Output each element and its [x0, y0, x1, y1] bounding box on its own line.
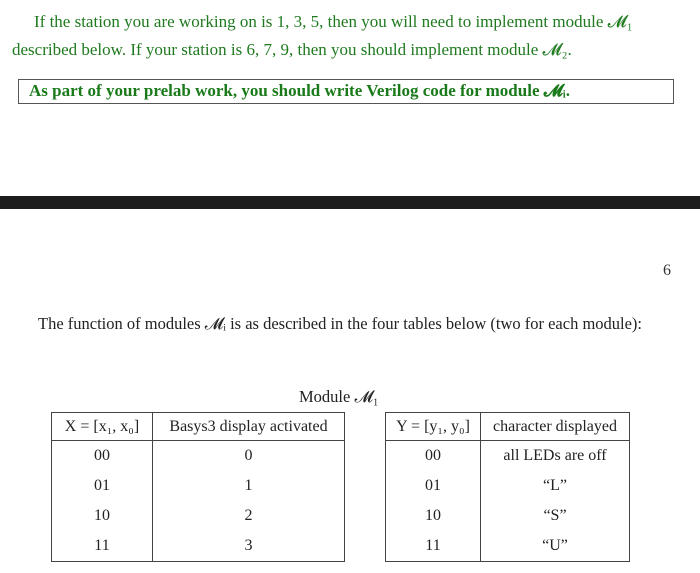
cell-display: 1 — [153, 471, 345, 501]
page-separator-bar — [0, 196, 700, 209]
table-row — [386, 471, 630, 501]
paragraph-line-1: If the station you are working on is 1, 3, 5, then you will need to implement module 𝓜₁ — [34, 12, 633, 31]
intro-paragraph — [12, 8, 692, 64]
cell-display: 0 — [153, 441, 345, 472]
table-header-row — [52, 413, 345, 441]
cell-character: “U” — [481, 531, 630, 562]
input-display-table — [51, 412, 345, 562]
table-row — [52, 471, 345, 501]
table-row — [52, 501, 345, 531]
table-row — [386, 531, 630, 562]
cell-character: “L” — [481, 471, 630, 501]
character-display-table — [385, 412, 630, 562]
table-row — [386, 501, 630, 531]
tables-intro-text: The function of modules 𝓜ᵢ is as described in the four tables below (two for each module): — [38, 314, 643, 333]
table-caption: Module 𝓜₁ — [299, 387, 379, 406]
header-x: X = [x₁, x₀] — [52, 413, 153, 441]
header-y: Y = [y₁, y₀] — [386, 413, 481, 441]
cell-character: all LEDs are off — [481, 441, 630, 472]
cell-y: 01 — [386, 471, 481, 501]
cell-x: 10 — [52, 501, 153, 531]
cell-y: 11 — [386, 531, 481, 562]
table-header-row — [386, 413, 630, 441]
table-row — [386, 441, 630, 472]
table-row — [52, 531, 345, 562]
cell-x: 00 — [52, 441, 153, 472]
cell-y: 00 — [386, 441, 481, 472]
cell-x: 11 — [52, 531, 153, 562]
header-display-activated: Basys3 display activated — [153, 413, 345, 441]
paragraph-line-2: described below. If your station is 6, 7, 9, then you should implement module 𝓜₂. — [12, 40, 572, 59]
cell-display: 3 — [153, 531, 345, 562]
table-row — [52, 441, 345, 472]
cell-display: 2 — [153, 501, 345, 531]
cell-x: 01 — [52, 471, 153, 501]
cell-character: “S” — [481, 501, 630, 531]
header-character-displayed: character displayed — [481, 413, 630, 441]
prelab-note-box: As part of your prelab work, you should write Verilog code for module 𝓜ᵢ. — [18, 79, 674, 104]
cell-y: 10 — [386, 501, 481, 531]
page-number: 6 — [663, 262, 671, 279]
